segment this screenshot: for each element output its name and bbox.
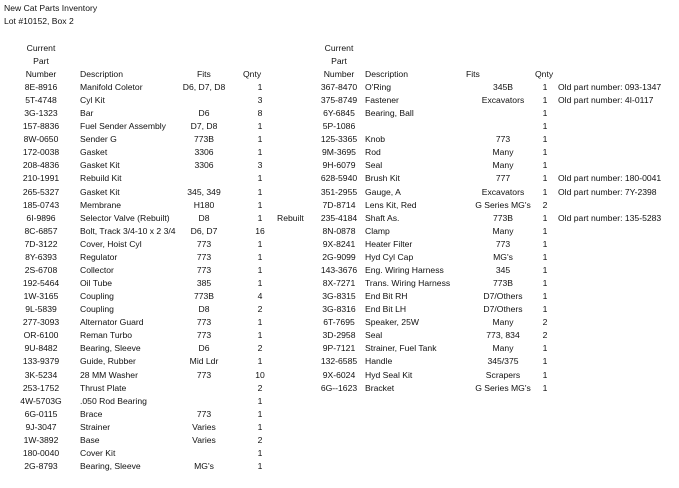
quantity-cell: 1 [257, 317, 263, 327]
quantity-cell: 1 [542, 95, 548, 105]
fits-cell: D8 [198, 304, 210, 314]
quantity-cell: 1 [257, 121, 263, 131]
header-qnty: Qnty [243, 69, 262, 79]
part-number-cell: 6Y-6845 [323, 108, 355, 118]
quantity-cell: 1 [257, 448, 263, 458]
description-cell: Handle [365, 356, 393, 366]
quantity-cell: 2 [257, 383, 263, 393]
description-cell: Lens Kit, Red [365, 200, 417, 210]
part-number-cell: 157-8836 [22, 121, 60, 131]
description-cell: Bracket [365, 383, 395, 393]
fits-cell: 773 [196, 330, 212, 340]
quantity-cell: 1 [257, 356, 263, 366]
fits-cell: 773, 834 [486, 330, 520, 340]
part-number-cell: 3G-1323 [24, 108, 58, 118]
quantity-cell: 1 [257, 265, 263, 275]
quantity-cell: 1 [542, 108, 548, 118]
part-number-cell: 9M-3695 [322, 147, 356, 157]
part-number-cell: 7D-3122 [24, 239, 58, 249]
part-number-cell: 3D-2958 [322, 330, 356, 340]
description-cell: Fastener [365, 95, 399, 105]
description-cell: Guide, Rubber [80, 356, 136, 366]
quantity-cell: 1 [542, 370, 548, 380]
description-cell: Sender G [80, 134, 117, 144]
part-number-cell: 208-4836 [22, 160, 60, 170]
part-number-cell: 5P-1086 [322, 121, 356, 131]
part-number-cell: 132-6585 [320, 356, 358, 366]
header-part-line1: Current [324, 43, 354, 53]
header-part-line3: Number [323, 69, 355, 79]
part-number-cell: 9P-7121 [322, 343, 356, 353]
page-title: New Cat Parts Inventory [4, 3, 98, 13]
part-number-cell: 8N-0878 [322, 226, 356, 236]
fits-cell: Excavators [481, 187, 525, 197]
description-cell: Brush Kit [365, 173, 400, 183]
description-cell: Cyl Kit [80, 95, 105, 105]
part-number-cell: 7D-8714 [322, 200, 356, 210]
description-cell: Gasket Kit [80, 187, 120, 197]
fits-cell: Varies [192, 422, 216, 432]
quantity-cell: 1 [542, 265, 548, 275]
description-cell: Reman Turbo [80, 330, 133, 340]
fits-cell: D7/Others [483, 304, 523, 314]
header-qnty: Qnty [535, 69, 554, 79]
description-cell: Base [80, 435, 100, 445]
header-description: Description [365, 69, 408, 79]
quantity-cell: 1 [257, 396, 263, 406]
description-cell: Brace [80, 409, 103, 419]
quantity-cell: 1 [257, 213, 263, 223]
note-cell: Old part number: 4I-0117 [558, 95, 654, 105]
fits-cell: Many [492, 343, 514, 353]
fits-cell: Varies [192, 435, 216, 445]
part-number-cell: 133-9379 [22, 356, 60, 366]
part-number-cell: 277-3093 [22, 317, 60, 327]
quantity-cell: 3 [257, 160, 263, 170]
fits-cell: 345, 349 [187, 187, 221, 197]
description-cell: Coupling [80, 291, 114, 301]
description-cell: Seal [365, 330, 383, 340]
quantity-cell: 4 [257, 291, 263, 301]
description-cell: Manifold Coletor [80, 82, 143, 92]
fits-cell: 345B [492, 82, 514, 92]
description-cell: End Bit RH [365, 291, 408, 301]
description-cell: Seal [365, 160, 383, 170]
description-cell: O'Ring [365, 82, 391, 92]
fits-cell: 3306 [194, 147, 214, 157]
fits-cell: 773B [193, 134, 215, 144]
description-cell: Shaft As. [365, 213, 400, 223]
fits-cell: 773 [495, 134, 511, 144]
header-description: Description [80, 69, 123, 79]
part-number-cell: 2G-9099 [322, 252, 356, 262]
quantity-cell: 1 [257, 239, 263, 249]
quantity-cell: 1 [542, 121, 548, 131]
description-cell: Collector [80, 265, 114, 275]
part-number-cell: OR-6100 [23, 330, 59, 340]
part-number-cell: 9X-6024 [322, 370, 356, 380]
fits-cell: Many [492, 147, 514, 157]
quantity-cell: 10 [255, 370, 265, 380]
description-cell: Eng. Wiring Harness [365, 265, 444, 275]
part-number-cell: 210-1991 [22, 173, 60, 183]
quantity-cell: 1 [542, 278, 548, 288]
part-number-cell: 8Y-6393 [25, 252, 57, 262]
part-number-cell: 3G-8315 [322, 291, 356, 301]
quantity-cell: 1 [257, 147, 263, 157]
quantity-cell: 1 [542, 304, 548, 314]
description-cell: Gasket [80, 147, 108, 157]
part-number-cell: 125-3365 [320, 134, 358, 144]
description-cell: Knob [365, 134, 386, 144]
fits-cell: 773 [196, 317, 212, 327]
fits-cell: Many [492, 317, 514, 327]
part-number-cell: 3G-8316 [322, 304, 356, 314]
part-number-cell: 8W-0650 [23, 134, 59, 144]
fits-cell: 773 [196, 409, 212, 419]
part-number-cell: 9J-3047 [25, 422, 57, 432]
description-cell: Gasket Kit [80, 160, 120, 170]
description-cell: Selector Valve (Rebuilt) [80, 213, 170, 223]
fits-cell: 773 [196, 265, 212, 275]
description-cell: Bar [80, 108, 94, 118]
quantity-cell: 1 [542, 252, 548, 262]
note-cell: Old part number: 093-1347 [558, 82, 662, 92]
description-cell: Bearing, Sleeve [80, 343, 141, 353]
part-number-cell: 8E-8916 [24, 82, 58, 92]
note-cell: Old part number: 135-5283 [558, 213, 662, 223]
quantity-cell: 1 [542, 383, 548, 393]
part-number-cell: 5T-4748 [25, 95, 57, 105]
quantity-cell: 1 [257, 409, 263, 419]
part-number-cell: 4W-5703G [20, 396, 62, 406]
quantity-cell: 1 [257, 82, 263, 92]
description-cell: Clamp [365, 226, 390, 236]
part-number-cell: 1W-3892 [23, 435, 59, 445]
description-cell: Oil Tube [80, 278, 113, 288]
description-cell: Hyd Cyl Cap [365, 252, 414, 262]
part-number-cell: 8X-7271 [322, 278, 356, 288]
quantity-cell: 2 [257, 435, 263, 445]
part-number-cell: 1W-3165 [23, 291, 59, 301]
quantity-cell: 1 [542, 82, 548, 92]
part-number-cell: 180-0040 [22, 448, 60, 458]
part-number-cell: 375-8749 [320, 95, 358, 105]
quantity-cell: 1 [542, 343, 548, 353]
fits-cell: 773 [196, 370, 212, 380]
fits-cell: Mid Ldr [189, 356, 219, 366]
quantity-cell: 2 [542, 200, 548, 210]
fits-cell: Many [492, 160, 514, 170]
quantity-cell: 3 [257, 95, 263, 105]
fits-cell: D6 [198, 108, 210, 118]
part-number-cell: 192-5464 [22, 278, 60, 288]
quantity-cell: 1 [542, 187, 548, 197]
part-number-cell: 185-0743 [22, 200, 60, 210]
part-number-cell: 9L-5839 [25, 304, 57, 314]
part-number-cell: 6G--1623 [320, 383, 358, 393]
quantity-cell: 1 [542, 239, 548, 249]
fits-cell: D6 [198, 343, 210, 353]
fits-cell: 345/375 [487, 356, 519, 366]
quantity-cell: 1 [542, 147, 548, 157]
part-number-cell: 9H-6079 [322, 160, 356, 170]
header-fits: Fits [466, 69, 480, 79]
part-number-cell: 253-1752 [22, 383, 60, 393]
description-cell: Rebuild Kit [80, 173, 122, 183]
part-number-cell: 172-0038 [22, 147, 60, 157]
quantity-cell: 1 [257, 187, 263, 197]
part-number-cell: 3K-5234 [24, 370, 58, 380]
part-number-cell: 628-5940 [320, 173, 358, 183]
description-cell: Cover, Hoist Cyl [80, 239, 142, 249]
part-number-cell: 6I-9896 [26, 213, 56, 223]
part-number-cell: 351-2955 [320, 187, 358, 197]
fits-cell: Excavators [481, 95, 525, 105]
fits-cell: 345 [495, 265, 511, 275]
fits-cell: 773B [492, 213, 514, 223]
description-cell: Alternator Guard [80, 317, 144, 327]
fits-cell: 385 [196, 278, 212, 288]
header-part-line3: Number [25, 69, 57, 79]
description-cell: Trans. Wiring Harness [365, 278, 451, 288]
part-number-cell: 9X-8241 [322, 239, 356, 249]
description-cell: Strainer [80, 422, 111, 432]
description-cell: Coupling [80, 304, 114, 314]
part-number-cell: 143-3676 [320, 265, 358, 275]
fits-cell: MG's [493, 252, 513, 262]
description-cell: Cover Kit [80, 448, 116, 458]
fits-cell: Scrapers [485, 370, 521, 380]
note-cell: Old part number: 180-0041 [558, 173, 662, 183]
part-number-cell: 8C-6857 [24, 226, 58, 236]
fits-cell: D6, D7 [190, 226, 218, 236]
fits-cell: D8 [198, 213, 210, 223]
description-cell: .050 Rod Bearing [80, 396, 147, 406]
description-cell: Heater Filter [365, 239, 413, 249]
fits-cell: MG's [194, 461, 214, 471]
quantity-cell: 2 [257, 343, 263, 353]
quantity-cell: 1 [257, 330, 263, 340]
part-number-cell: 367-8470 [320, 82, 358, 92]
quantity-cell: 1 [542, 356, 548, 366]
page-subtitle: Lot #10152, Box 2 [4, 16, 74, 26]
note-cell: Old part number: 7Y-2398 [558, 187, 657, 197]
description-cell: Fuel Sender Assembly [80, 121, 166, 131]
quantity-cell: 1 [542, 226, 548, 236]
description-cell: Hyd Seal Kit [365, 370, 413, 380]
description-cell: Rod [365, 147, 381, 157]
quantity-cell: 1 [542, 173, 548, 183]
quantity-cell: 1 [542, 160, 548, 170]
description-cell: Thrust Plate [80, 383, 127, 393]
fits-cell: D7/Others [483, 291, 523, 301]
quantity-cell: 1 [257, 173, 263, 183]
part-number-cell: 6G-0115 [24, 409, 58, 419]
part-number-cell: 235-4184 [320, 213, 358, 223]
header-part-line1: Current [26, 43, 56, 53]
fits-cell: G Series MG's [475, 383, 531, 393]
quantity-cell: 16 [255, 226, 265, 236]
quantity-cell: 1 [542, 213, 548, 223]
description-cell: Bearing, Ball [365, 108, 414, 118]
quantity-cell: 1 [257, 461, 263, 471]
quantity-cell: 1 [257, 278, 263, 288]
fits-cell: D7, D8 [190, 121, 218, 131]
quantity-cell: 1 [257, 252, 263, 262]
fits-cell: H180 [193, 200, 215, 210]
description-cell: Gauge, A [365, 187, 401, 197]
quantity-cell: 1 [257, 200, 263, 210]
description-cell: Bolt, Track 3/4-10 x 2 3/4 [80, 226, 176, 236]
description-cell: Regulator [80, 252, 118, 262]
fits-cell: 777 [495, 173, 511, 183]
fits-cell: 773B [492, 278, 514, 288]
note-cell: Rebuilt [277, 213, 304, 223]
description-cell: Bearing, Sleeve [80, 461, 141, 471]
fits-cell: D6, D7, D8 [182, 82, 226, 92]
quantity-cell: 2 [542, 330, 548, 340]
quantity-cell: 2 [542, 317, 548, 327]
description-cell: Membrane [80, 200, 122, 210]
quantity-cell: 1 [542, 291, 548, 301]
quantity-cell: 1 [257, 422, 263, 432]
quantity-cell: 1 [542, 134, 548, 144]
part-number-cell: 265-5327 [22, 187, 60, 197]
part-number-cell: 2S-6708 [24, 265, 58, 275]
description-cell: Speaker, 25W [365, 317, 419, 327]
fits-cell: 773 [196, 239, 212, 249]
description-cell: End Bit LH [365, 304, 407, 314]
part-number-cell: 2G-8793 [24, 461, 58, 471]
fits-cell: 3306 [194, 160, 214, 170]
header-fits: Fits [197, 69, 211, 79]
fits-cell: G Series MG's [475, 200, 531, 210]
quantity-cell: 8 [257, 108, 263, 118]
description-cell: 28 MM Washer [80, 370, 138, 380]
fits-cell: 773 [495, 239, 511, 249]
part-number-cell: 9U-8482 [24, 343, 58, 353]
fits-cell: 773B [193, 291, 215, 301]
quantity-cell: 2 [257, 304, 263, 314]
fits-cell: Many [492, 226, 514, 236]
fits-cell: 773 [196, 252, 212, 262]
quantity-cell: 1 [257, 134, 263, 144]
header-part-line2: Part [33, 56, 49, 66]
part-number-cell: 6T-7695 [323, 317, 355, 327]
description-cell: Strainer, Fuel Tank [365, 343, 437, 353]
header-part-line2: Part [331, 56, 347, 66]
